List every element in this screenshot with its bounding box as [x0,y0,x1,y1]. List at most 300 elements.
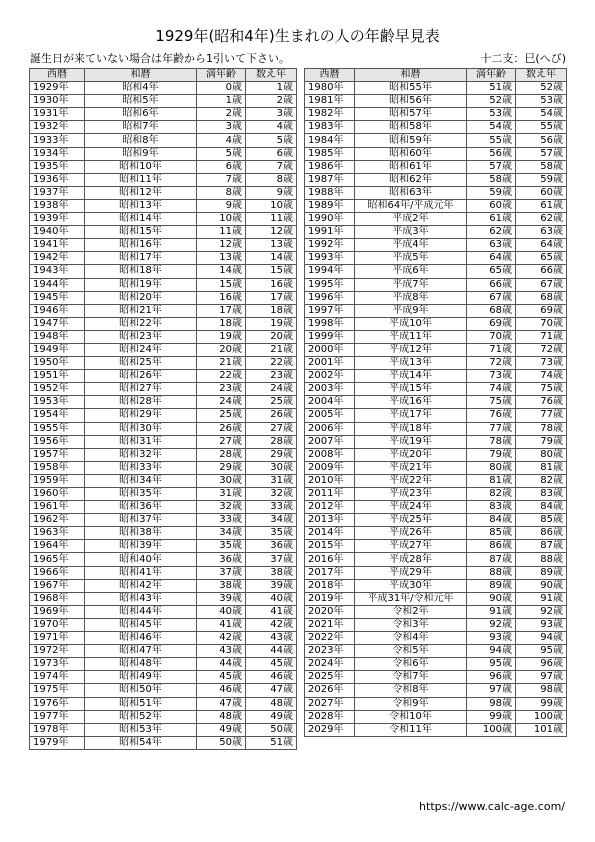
man-age-cell: 27歳 [197,435,246,448]
kazoe-age-cell: 56歳 [516,134,567,147]
kazoe-age-cell: 59歳 [516,173,567,186]
wareki-cell: 昭和15年 [85,226,197,239]
man-age-cell: 73歳 [467,370,516,383]
table-row [305,697,567,710]
man-age-cell: 99歳 [467,710,516,723]
man-age-cell: 68歳 [467,304,516,317]
seireki-cell: 2005年 [305,409,355,422]
kazoe-age-cell: 77歳 [516,409,567,422]
seireki-cell: 1949年 [30,343,85,356]
man-age-cell: 45歳 [197,671,246,684]
table-row [30,501,297,514]
man-age-cell: 14歳 [197,265,246,278]
kazoe-age-cell: 58歳 [516,160,567,173]
man-age-cell: 72歳 [467,357,516,370]
kazoe-age-cell: 31歳 [246,474,297,487]
seireki-cell: 1939年 [30,213,85,226]
seireki-cell: 1968年 [30,592,85,605]
table-row [305,540,567,553]
kazoe-age-cell: 7歳 [246,160,297,173]
kazoe-age-cell: 86歳 [516,527,567,540]
man-age-cell: 3歳 [197,121,246,134]
wareki-cell: 昭和5年 [85,95,197,108]
kazoe-age-cell: 23歳 [246,370,297,383]
man-age-cell: 76歳 [467,409,516,422]
wareki-cell: 平成12年 [355,343,467,356]
kazoe-age-cell: 3歳 [246,108,297,121]
table-row [30,710,297,723]
wareki-cell: 平成23年 [355,488,467,501]
man-age-cell: 100歳 [467,723,516,736]
table-row [30,461,297,474]
header-wareki: 和暦 [85,69,197,82]
man-age-cell: 18歳 [197,317,246,330]
seireki-cell: 1951年 [30,370,85,383]
table-row [305,82,567,95]
man-age-cell: 5歳 [197,147,246,160]
seireki-cell: 2016年 [305,553,355,566]
wareki-cell: 平成9年 [355,304,467,317]
table-row [30,213,297,226]
kazoe-age-cell: 100歳 [516,710,567,723]
kazoe-age-cell: 34歳 [246,514,297,527]
wareki-cell: 昭和22年 [85,317,197,330]
kazoe-age-cell: 26歳 [246,409,297,422]
kazoe-age-cell: 28歳 [246,435,297,448]
man-age-cell: 38歳 [197,579,246,592]
seireki-cell: 1954年 [30,409,85,422]
kazoe-age-cell: 71歳 [516,330,567,343]
seireki-cell: 1995年 [305,278,355,291]
wareki-cell: 昭和19年 [85,278,197,291]
man-age-cell: 69歳 [467,317,516,330]
seireki-cell: 1938年 [30,199,85,212]
kazoe-age-cell: 37歳 [246,553,297,566]
seireki-cell: 1965年 [30,553,85,566]
wareki-cell: 昭和35年 [85,488,197,501]
seireki-cell: 2026年 [305,684,355,697]
table-row [305,160,567,173]
kazoe-age-cell: 96歳 [516,658,567,671]
wareki-cell: 昭和48年 [85,658,197,671]
kazoe-age-cell: 90歳 [516,579,567,592]
man-age-cell: 24歳 [197,396,246,409]
age-table-right [304,68,567,737]
kazoe-age-cell: 67歳 [516,278,567,291]
seireki-cell: 1957年 [30,448,85,461]
man-age-cell: 8歳 [197,186,246,199]
header-man-age: 満年齢 [467,69,516,82]
table-row [30,697,297,710]
wareki-cell: 令和9年 [355,697,467,710]
kazoe-age-cell: 41歳 [246,605,297,618]
man-age-cell: 83歳 [467,501,516,514]
kazoe-age-cell: 62歳 [516,213,567,226]
wareki-cell: 昭和58年 [355,121,467,134]
kazoe-age-cell: 83歳 [516,488,567,501]
seireki-cell: 2018年 [305,579,355,592]
man-age-cell: 58歳 [467,173,516,186]
seireki-cell: 2022年 [305,632,355,645]
man-age-cell: 26歳 [197,422,246,435]
seireki-cell: 1932年 [30,121,85,134]
seireki-cell: 1999年 [305,330,355,343]
wareki-cell: 平成2年 [355,213,467,226]
kazoe-age-cell: 49歳 [246,710,297,723]
wareki-cell: 昭和63年 [355,186,467,199]
man-age-cell: 90歳 [467,592,516,605]
table-row [30,422,297,435]
seireki-cell: 1971年 [30,632,85,645]
man-age-cell: 30歳 [197,474,246,487]
table-row [305,199,567,212]
seireki-cell: 2006年 [305,422,355,435]
table-row [30,186,297,199]
table-row [30,226,297,239]
wareki-cell: 平成25年 [355,514,467,527]
wareki-cell: 平成11年 [355,330,467,343]
seireki-cell: 1994年 [305,265,355,278]
wareki-cell: 昭和11年 [85,173,197,186]
kazoe-age-cell: 72歳 [516,343,567,356]
wareki-cell: 昭和55年 [355,82,467,95]
kazoe-age-cell: 46歳 [246,671,297,684]
seireki-cell: 2020年 [305,605,355,618]
seireki-cell: 2000年 [305,343,355,356]
seireki-cell: 1973年 [30,658,85,671]
table-row [30,357,297,370]
table-row [305,435,567,448]
table-row [305,723,567,736]
seireki-cell: 1988年 [305,186,355,199]
table-row [305,461,567,474]
wareki-cell: 平成28年 [355,553,467,566]
kazoe-age-cell: 55歳 [516,121,567,134]
table-row [30,723,297,736]
wareki-cell: 平成14年 [355,370,467,383]
table-row [305,409,567,422]
seireki-cell: 2023年 [305,645,355,658]
kazoe-age-cell: 99歳 [516,697,567,710]
seireki-cell: 1967年 [30,579,85,592]
table-row [305,291,567,304]
seireki-cell: 1948年 [30,330,85,343]
kazoe-age-cell: 61歳 [516,199,567,212]
wareki-cell: 令和5年 [355,645,467,658]
man-age-cell: 33歳 [197,514,246,527]
kazoe-age-cell: 25歳 [246,396,297,409]
kazoe-age-cell: 22歳 [246,357,297,370]
kazoe-age-cell: 10歳 [246,199,297,212]
wareki-cell: 昭和43年 [85,592,197,605]
wareki-cell: 平成19年 [355,435,467,448]
kazoe-age-cell: 76歳 [516,396,567,409]
table-body-left [30,82,297,750]
seireki-cell: 1963年 [30,527,85,540]
kazoe-age-cell: 32歳 [246,488,297,501]
table-row [305,370,567,383]
table-row [305,488,567,501]
man-age-cell: 53歳 [467,108,516,121]
man-age-cell: 92歳 [467,618,516,631]
wareki-cell: 昭和40年 [85,553,197,566]
man-age-cell: 43歳 [197,645,246,658]
table-row [30,95,297,108]
seireki-cell: 1997年 [305,304,355,317]
man-age-cell: 55歳 [467,134,516,147]
table-row [30,684,297,697]
kazoe-age-cell: 29歳 [246,448,297,461]
wareki-cell: 昭和32年 [85,448,197,461]
table-row [30,448,297,461]
wareki-cell: 昭和7年 [85,121,197,134]
man-age-cell: 62歳 [467,226,516,239]
wareki-cell: 平成20年 [355,448,467,461]
wareki-cell: 平成3年 [355,226,467,239]
wareki-cell: 昭和47年 [85,645,197,658]
man-age-cell: 71歳 [467,343,516,356]
man-age-cell: 93歳 [467,632,516,645]
seireki-cell: 1960年 [30,488,85,501]
wareki-cell: 平成26年 [355,527,467,540]
kazoe-age-cell: 70歳 [516,317,567,330]
wareki-cell: 昭和38年 [85,527,197,540]
wareki-cell: 昭和8年 [85,134,197,147]
seireki-cell: 2028年 [305,710,355,723]
seireki-cell: 1943年 [30,265,85,278]
wareki-cell: 昭和45年 [85,618,197,631]
seireki-cell: 1940年 [30,226,85,239]
site-url: https://www.calc-age.com/ [419,800,565,813]
kazoe-age-cell: 63歳 [516,226,567,239]
table-row [305,265,567,278]
seireki-cell: 2027年 [305,697,355,710]
kazoe-age-cell: 53歳 [516,95,567,108]
man-age-cell: 82歳 [467,488,516,501]
wareki-cell: 平成21年 [355,461,467,474]
wareki-cell: 昭和25年 [85,357,197,370]
seireki-cell: 2017年 [305,566,355,579]
kazoe-age-cell: 33歳 [246,501,297,514]
man-age-cell: 66歳 [467,278,516,291]
wareki-cell: 平成18年 [355,422,467,435]
seireki-cell: 1942年 [30,252,85,265]
seireki-cell: 2008年 [305,448,355,461]
wareki-cell: 令和3年 [355,618,467,631]
kazoe-age-cell: 4歳 [246,121,297,134]
man-age-cell: 9歳 [197,199,246,212]
wareki-cell: 昭和24年 [85,343,197,356]
kazoe-age-cell: 11歳 [246,213,297,226]
seireki-cell: 2007年 [305,435,355,448]
man-age-cell: 2歳 [197,108,246,121]
wareki-cell: 昭和46年 [85,632,197,645]
seireki-cell: 1934年 [30,147,85,160]
header-man-age: 満年齢 [197,69,246,82]
table-row [305,304,567,317]
wareki-cell: 昭和57年 [355,108,467,121]
wareki-cell: 昭和54年 [85,736,197,749]
table-row [30,514,297,527]
kazoe-age-cell: 9歳 [246,186,297,199]
kazoe-age-cell: 93歳 [516,618,567,631]
seireki-cell: 1985年 [305,147,355,160]
wareki-cell: 昭和18年 [85,265,197,278]
wareki-cell: 昭和28年 [85,396,197,409]
table-row [305,553,567,566]
man-age-cell: 36歳 [197,553,246,566]
kazoe-age-cell: 97歳 [516,671,567,684]
table-row [30,343,297,356]
man-age-cell: 23歳 [197,383,246,396]
man-age-cell: 16歳 [197,291,246,304]
seireki-cell: 2014年 [305,527,355,540]
kazoe-age-cell: 48歳 [246,697,297,710]
seireki-cell: 2011年 [305,488,355,501]
seireki-cell: 2012年 [305,501,355,514]
table-row [30,252,297,265]
wareki-cell: 昭和33年 [85,461,197,474]
seireki-cell: 1941年 [30,239,85,252]
wareki-cell: 昭和14年 [85,213,197,226]
table-row [305,671,567,684]
kazoe-age-cell: 87歳 [516,540,567,553]
man-age-cell: 50歳 [197,736,246,749]
zodiac-label: 十二支：巳(へび) [480,52,566,65]
wareki-cell: 昭和31年 [85,435,197,448]
header-seireki: 西暦 [30,69,85,82]
man-age-cell: 19歳 [197,330,246,343]
seireki-cell: 1981年 [305,95,355,108]
seireki-cell: 1983年 [305,121,355,134]
kazoe-age-cell: 35歳 [246,527,297,540]
table-row [30,605,297,618]
table-row [30,592,297,605]
seireki-cell: 2003年 [305,383,355,396]
man-age-cell: 85歳 [467,527,516,540]
wareki-cell: 平成8年 [355,291,467,304]
seireki-cell: 1945年 [30,291,85,304]
table-row [305,618,567,631]
kazoe-age-cell: 64歳 [516,239,567,252]
kazoe-age-cell: 6歳 [246,147,297,160]
wareki-cell: 昭和61年 [355,160,467,173]
kazoe-age-cell: 92歳 [516,605,567,618]
kazoe-age-cell: 12歳 [246,226,297,239]
seireki-cell: 1944年 [30,278,85,291]
man-age-cell: 20歳 [197,343,246,356]
seireki-cell: 1935年 [30,160,85,173]
table-header-row [305,69,567,82]
kazoe-age-cell: 50歳 [246,723,297,736]
seireki-cell: 1993年 [305,252,355,265]
kazoe-age-cell: 65歳 [516,252,567,265]
man-age-cell: 52歳 [467,95,516,108]
kazoe-age-cell: 38歳 [246,566,297,579]
birthday-note: 誕生日が来ていない場合は年齢から1引いて下さい。 [30,52,290,65]
seireki-cell: 1984年 [305,134,355,147]
man-age-cell: 37歳 [197,566,246,579]
kazoe-age-cell: 75歳 [516,383,567,396]
seireki-cell: 1937年 [30,186,85,199]
kazoe-age-cell: 19歳 [246,317,297,330]
man-age-cell: 95歳 [467,658,516,671]
kazoe-age-cell: 66歳 [516,265,567,278]
wareki-cell: 昭和26年 [85,370,197,383]
man-age-cell: 70歳 [467,330,516,343]
kazoe-age-cell: 1歳 [246,82,297,95]
man-age-cell: 57歳 [467,160,516,173]
table-row [30,435,297,448]
kazoe-age-cell: 60歳 [516,186,567,199]
kazoe-age-cell: 79歳 [516,435,567,448]
table-row [305,147,567,160]
seireki-cell: 2001年 [305,357,355,370]
table-row [305,684,567,697]
seireki-cell: 2002年 [305,370,355,383]
table-row [30,330,297,343]
table-row [305,448,567,461]
man-age-cell: 65歳 [467,265,516,278]
seireki-cell: 1962年 [30,514,85,527]
seireki-cell: 1977年 [30,710,85,723]
man-age-cell: 56歳 [467,147,516,160]
wareki-cell: 昭和49年 [85,671,197,684]
table-row [30,134,297,147]
wareki-cell: 令和6年 [355,658,467,671]
table-row [305,474,567,487]
kazoe-age-cell: 15歳 [246,265,297,278]
kazoe-age-cell: 27歳 [246,422,297,435]
table-row [30,121,297,134]
seireki-cell: 1961年 [30,501,85,514]
wareki-cell: 令和8年 [355,684,467,697]
table-row [30,383,297,396]
seireki-cell: 1986年 [305,160,355,173]
header-kazoe-age: 数え年 [516,69,567,82]
table-row [30,160,297,173]
kazoe-age-cell: 8歳 [246,173,297,186]
wareki-cell: 昭和41年 [85,566,197,579]
seireki-cell: 1946年 [30,304,85,317]
man-age-cell: 75歳 [467,396,516,409]
man-age-cell: 6歳 [197,160,246,173]
kazoe-age-cell: 73歳 [516,357,567,370]
table-row [305,579,567,592]
table-row [305,605,567,618]
man-age-cell: 77歳 [467,422,516,435]
man-age-cell: 88歳 [467,566,516,579]
kazoe-age-cell: 36歳 [246,540,297,553]
kazoe-age-cell: 89歳 [516,566,567,579]
seireki-cell: 1972年 [30,645,85,658]
table-row [305,501,567,514]
wareki-cell: 平成13年 [355,357,467,370]
wareki-cell: 令和11年 [355,723,467,736]
seireki-cell: 2009年 [305,461,355,474]
wareki-cell: 平成4年 [355,239,467,252]
wareki-cell: 昭和13年 [85,199,197,212]
seireki-cell: 2029年 [305,723,355,736]
wareki-cell: 平成10年 [355,317,467,330]
man-age-cell: 49歳 [197,723,246,736]
man-age-cell: 48歳 [197,710,246,723]
kazoe-age-cell: 69歳 [516,304,567,317]
table-row [305,121,567,134]
table-row [30,645,297,658]
man-age-cell: 97歳 [467,684,516,697]
man-age-cell: 44歳 [197,658,246,671]
